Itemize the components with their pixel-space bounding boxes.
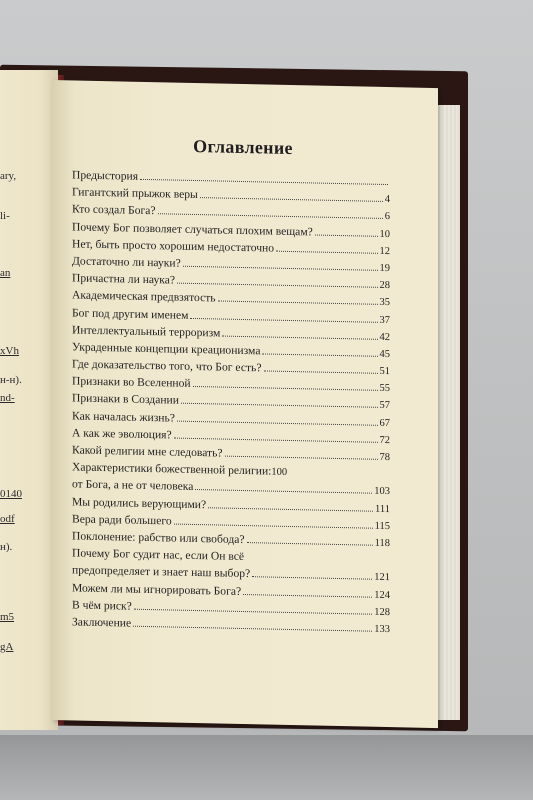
toc-leader-dots: [177, 273, 377, 288]
toc-page-number: 72: [379, 434, 390, 446]
toc-title: Оглавление: [193, 135, 293, 159]
toc-leader-dots: [174, 427, 378, 442]
left-page-text-fragment: н-н).: [0, 374, 22, 386]
toc-page-number: 51: [379, 365, 390, 378]
toc-entry-title: Академическая предвзятость: [72, 288, 216, 305]
toc-page-number: 12: [379, 245, 390, 257]
toc-page-number: 118: [374, 537, 390, 550]
table-of-contents: [72, 133, 390, 637]
toc-leader-dots: [200, 187, 383, 202]
left-page-text-fragment: ary,: [0, 170, 17, 182]
toc-leader-dots: [134, 598, 372, 614]
left-page-text-fragment: gA: [0, 641, 14, 653]
toc-leader-dots: [225, 446, 378, 460]
toc-entry-title: Украденные концепции креационизма: [72, 340, 261, 358]
left-page: [0, 70, 58, 730]
toc-page-number: 35: [379, 297, 390, 309]
toc-entry-title: Признаки в Создании: [72, 391, 179, 408]
toc-entry-title: Причастна ли наука?: [72, 271, 176, 287]
toc-entry-title: Бог под другим именем: [72, 305, 189, 322]
toc-page-number: 10: [379, 228, 390, 240]
toc-entry-title: Гигантский прыжок веры: [72, 185, 198, 202]
left-page-text-fragment: an: [0, 267, 11, 279]
toc-entry-title: Нет, быть просто хорошим недостаточно: [72, 237, 275, 255]
toc-leader-dots: [133, 616, 372, 632]
toc-entry-title: Кто создал Бога?: [72, 202, 156, 218]
toc-page-number: 67: [379, 417, 390, 429]
toc-entry-title: Можем ли мы игнорировать Бога?: [72, 580, 242, 598]
toc-leader-dots: [315, 224, 378, 236]
toc-entry-title: Характеристики божественной религии:: [72, 460, 272, 478]
right-page: [52, 80, 438, 728]
left-page-text-fragment: li-: [0, 210, 10, 222]
toc-leader-dots: [140, 169, 388, 185]
toc-page-number: 133: [374, 623, 390, 635]
left-page-text-fragment: m5: [0, 611, 15, 623]
toc-page-number: 28: [379, 279, 390, 292]
toc-leader-dots: [195, 479, 372, 494]
toc-page-number: 121: [374, 572, 390, 584]
toc-page-number: 42: [379, 331, 390, 343]
left-page-text-fragment: 0140: [0, 488, 22, 500]
toc-page-number: 37: [379, 314, 390, 326]
left-page-text-fragment: н).: [0, 541, 13, 553]
toc-page-number: 78: [379, 451, 390, 464]
toc-page-number: 115: [374, 520, 390, 532]
toc-leader-dots: [243, 584, 372, 598]
toc-entry-title: А как же эволюция?: [72, 426, 172, 442]
toc-entry-title: Какой религии мне следовать?: [72, 443, 223, 460]
toc-page-number: 55: [379, 383, 390, 395]
toc-page-number: 103: [374, 486, 390, 498]
toc-entry-title: Почему Бог позволяет случаться плохим вещам?: [72, 219, 313, 239]
table-shadow: [0, 735, 533, 800]
toc-entry-title: предопределяет и знает наш выбор?: [72, 563, 251, 581]
toc-leader-dots: [177, 410, 378, 425]
toc-page-number: 111: [375, 503, 390, 515]
toc-entry-title: Предыстория: [72, 168, 139, 183]
toc-leader-dots: [222, 325, 377, 339]
toc-entry-title: Поклонение: рабство или свобода?: [72, 529, 245, 546]
toc-entry-title: Интеллектуальный терроризм: [72, 323, 221, 340]
toc-leader-dots: [262, 343, 377, 356]
toc-entry-title: Мы родились верующими?: [72, 494, 207, 511]
toc-leader-dots: [174, 513, 373, 528]
left-page-text-fragment: odf: [0, 513, 15, 525]
toc-page-number: 124: [374, 589, 390, 601]
toc-leader-dots: [218, 291, 378, 305]
toc-leader-dots: [190, 307, 377, 322]
toc-leader-dots: [183, 256, 378, 271]
toc-list: [72, 166, 390, 637]
toc-page-number: 128: [374, 606, 390, 618]
toc-page-number: 57: [379, 400, 390, 412]
toc-leader-dots: [208, 497, 373, 511]
toc-entry-title: Достаточно ли науки?: [72, 254, 181, 270]
toc-entry-title: Заключение: [72, 615, 132, 630]
toc-leader-dots: [247, 532, 373, 546]
toc-leader-dots: [252, 567, 372, 581]
toc-page-number: 19: [379, 262, 390, 275]
toc-entry-title: Почему Бог судит нас, если Он всё: [72, 546, 245, 564]
toc-entry-title: Где доказательство того, что Бог есть?: [72, 357, 262, 375]
toc-entry-title: от Бога, а не от человека: [72, 477, 194, 494]
toc-leader-dots: [276, 240, 377, 253]
toc-leader-dots: [181, 393, 378, 408]
toc-leader-dots: [158, 204, 383, 220]
toc-page-number: 100: [271, 466, 288, 479]
left-page-text-fragment: nd-: [0, 392, 15, 404]
left-page-text-fragment: xVh: [0, 345, 19, 357]
toc-entry-title: Как началась жизнь?: [72, 409, 175, 425]
toc-leader-dots: [264, 360, 378, 373]
toc-entry-title: В чём риск?: [72, 598, 132, 613]
toc-entry-title: Вера ради большего: [72, 512, 172, 528]
toc-page-number: 4: [384, 194, 390, 206]
toc-entry-title: Признаки во Вселенной: [72, 374, 191, 391]
toc-page-number: 45: [379, 348, 390, 360]
toc-page-number: 6: [384, 211, 390, 223]
toc-leader-dots: [193, 376, 378, 391]
